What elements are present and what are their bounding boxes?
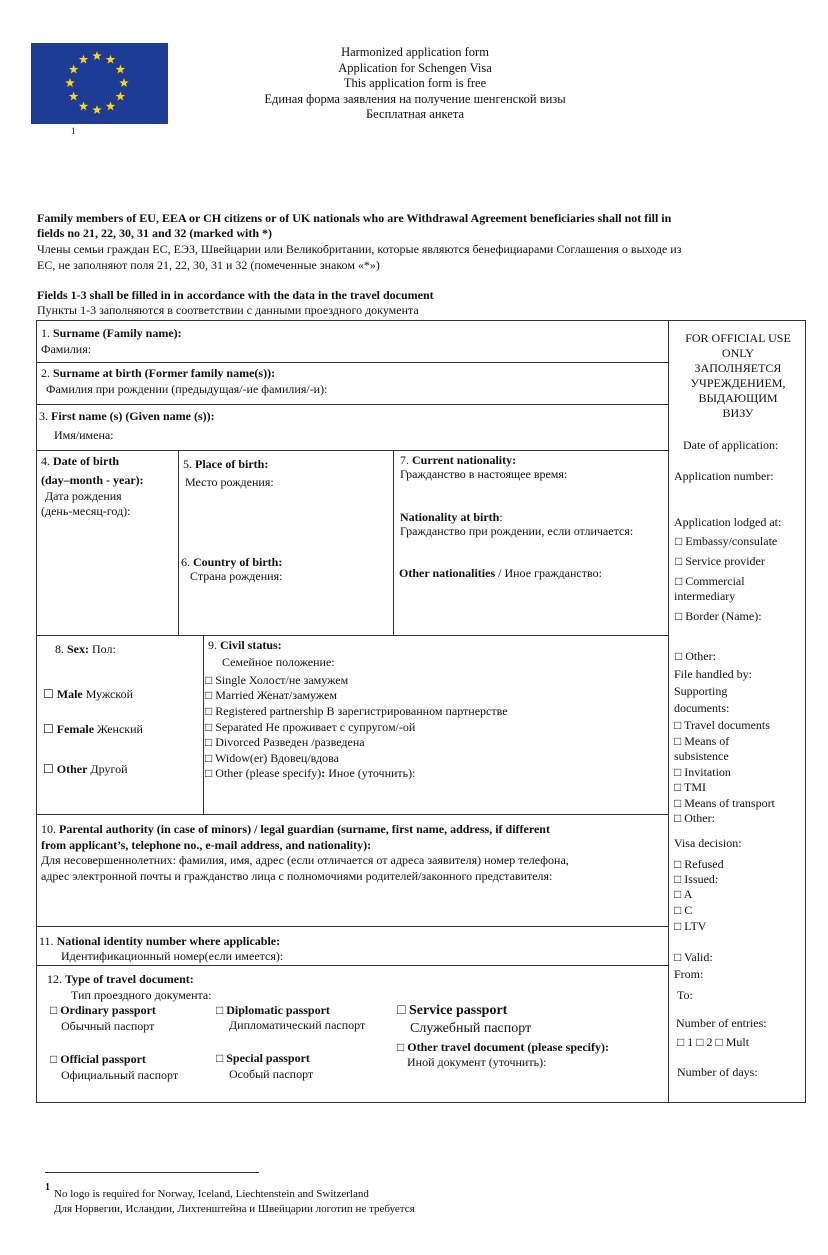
notice-en-line-1: Family members of EU, EEA or CH citizens or of UK nationals who are Withdrawal Agreement beneficiaries shall not fill in [37, 211, 672, 225]
sex-male-box[interactable]: ☐ [43, 687, 54, 701]
field-9-num: 9. [208, 638, 217, 652]
date-of-application-label: Date of application: [683, 438, 779, 452]
field-9-civil-status [203, 635, 669, 815]
valid-from-label: From: [674, 967, 704, 981]
application-number-label: Application number: [674, 469, 774, 483]
official-title-line-6: ВИЗУ [722, 406, 754, 420]
field-12-num: 12. [47, 972, 62, 986]
field-6-label: Country of birth: [193, 555, 283, 569]
special-passport-option[interactable] [216, 1051, 310, 1066]
visa-c-option: □ C [674, 903, 693, 917]
sex-female-ru: Женский [94, 722, 143, 736]
field-8-sex [36, 635, 204, 815]
means-of-transport-option: □ Means of transport [674, 796, 775, 810]
lodged-at-label: Application lodged at: [674, 515, 782, 529]
field-10-label-2: from applicant’s, telephone no., e-mail address, and nationality): [41, 838, 372, 852]
official-passport-option[interactable] [50, 1052, 146, 1067]
service-passport-ru: Служебный паспорт [410, 1021, 532, 1036]
civil-single-option[interactable]: □ Single Холост/не замужем [205, 673, 349, 687]
means-of-subsistence-option: □ Means of [674, 734, 730, 748]
number-of-entries-label: Number of entries: [676, 1016, 767, 1030]
form-header [210, 45, 620, 123]
field-12-label: Type of travel document: [65, 972, 194, 986]
handled-by-label: File handled by: [674, 667, 752, 681]
visa-decision-label: Visa decision: [674, 836, 742, 850]
field-1-surname[interactable] [36, 320, 669, 363]
field-7-label: Current nationality: [412, 453, 517, 467]
field-4-num: 4. [41, 454, 50, 468]
special-passport-box[interactable]: □ [216, 1051, 224, 1065]
diplomatic-passport-box[interactable]: □ [216, 1003, 224, 1017]
diplomatic-passport-ru: Дипломатический паспорт [229, 1018, 366, 1032]
field-8-label: Sex: [67, 642, 89, 656]
civil-separated-option[interactable]: □ Separated Не проживает с супругом/-ой [205, 720, 416, 734]
header-line-2: Application for Schengen Visa [338, 60, 492, 75]
other-nationalities-ru: / Иное гражданство: [495, 566, 602, 580]
notice-ru-line-2: ЕС, не заполняют поля 21, 22, 30, 31 и 32 (помеченные знаком «*») [37, 258, 380, 272]
field-3-num: 3. [39, 409, 48, 423]
field-11-label: National identity number where applicable: [56, 934, 281, 948]
sex-male-checkbox[interactable] [43, 687, 133, 702]
notice-ru-line-1: Члены семьи граждан ЕС, ЕЭЗ, Швейцарии или Великобритании, которые являются бенефициарами Соглашения о выходе из [37, 242, 682, 256]
field-5-num: 5. [183, 457, 192, 471]
field-2-label: Surname at birth (Former family name(s)): [53, 366, 276, 380]
field-4-label: Date of birth [53, 454, 119, 468]
field-4-date-of-birth[interactable] [36, 450, 179, 636]
civil-divorced-option[interactable]: □ Divorced Разведен /разведена [205, 735, 365, 749]
field-12-ru: Тип проездного документа: [71, 988, 212, 1002]
civil-other-option[interactable] [205, 766, 415, 781]
fields-note-en: Fields 1-3 shall be filled in in accordance with the data in the travel document [37, 288, 434, 302]
subsistence-label: subsistence [674, 749, 729, 763]
nationality-at-birth-colon: : [499, 510, 503, 524]
refused-option: □ Refused [674, 857, 724, 871]
field-7-num: 7. [400, 453, 409, 467]
sex-other-checkbox[interactable] [43, 762, 128, 777]
special-passport-ru: Особый паспорт [229, 1067, 314, 1081]
civil-widow-option[interactable]: □ Widow(er) Вдовец/вдова [205, 751, 339, 765]
field-7-nationality[interactable] [393, 450, 669, 636]
field-10-parental-authority[interactable] [36, 814, 669, 927]
notice-en-line-2: fields no 21, 22, 30, 31 and 32 (marked with *) [37, 226, 273, 240]
valid-option: □ Valid: [674, 950, 713, 964]
issued-option: □ Issued: [674, 872, 719, 886]
sex-female-box[interactable]: ☐ [43, 722, 54, 736]
field-11-num: 11. [39, 934, 54, 948]
field-7-ru: Гражданство в настоящее время: [400, 467, 568, 481]
field-3-label: First name (s) (Given name (s)): [51, 409, 215, 423]
service-provider-option: □ Service provider [675, 554, 765, 568]
footnote-en: No logo is required for Norway, Iceland, Liechtenstein and Switzerland [54, 1188, 369, 1200]
civil-registered-partnership-option[interactable]: □ Registered partnership В зарегистрированном партнерстве [205, 704, 508, 718]
special-passport-en: Special passport [226, 1051, 310, 1065]
tmi-option: □ TMI [674, 780, 707, 794]
ordinary-passport-box[interactable]: □ [50, 1003, 58, 1017]
footnote-number: 1 [45, 1182, 50, 1193]
field-6-ru: Страна рождения: [190, 569, 283, 583]
supporting-label-2: documents: [674, 701, 730, 715]
header-line-5: Бесплатная анкета [365, 107, 465, 121]
civil-other-en: □ Other (please specify) [205, 766, 322, 780]
field-10-ru-2: адрес электронной почты и гражданство лица с полномочиями родителей/законного представителя: [41, 869, 553, 883]
eu-flag-logo [31, 43, 168, 124]
other-travel-document-en: Other travel document (please specify): [407, 1040, 609, 1054]
official-use-column [668, 320, 806, 1103]
diplomatic-passport-en: Diplomatic passport [226, 1003, 330, 1017]
sex-male-en: Male [56, 687, 83, 701]
field-9-ru: Семейное положение: [222, 655, 335, 669]
header-line-4: Единая форма заявления на получение шенгенской визы [264, 91, 566, 106]
civil-other-colon: : [321, 766, 326, 780]
other-nationalities-label: Other nationalities [399, 566, 496, 580]
valid-to-label: To: [677, 988, 693, 1002]
footnote-marker: 1 [71, 126, 76, 136]
footnote-separator [45, 1172, 259, 1173]
visa-a-option: □ A [674, 887, 693, 901]
commercial-option: □ Commercial [675, 574, 745, 588]
field-1-ru: Фамилия: [41, 342, 92, 356]
header-line-3: This application form is free [343, 76, 487, 90]
border-option: □ Border (Name): [675, 609, 762, 623]
entries-options: □ 1 □ 2 □ Mult [677, 1035, 750, 1049]
field-11-national-id[interactable] [36, 926, 669, 966]
sex-other-en: Other [56, 762, 88, 776]
official-passport-en: Official passport [60, 1052, 146, 1066]
other-travel-document-option[interactable] [397, 1040, 609, 1055]
footnote-ru: Для Норвегии, Исландии, Лихтенштейна и Швейцарии логотип не требуется [54, 1203, 415, 1215]
field-6-num: 6. [181, 555, 190, 569]
official-title-line-3: ЗАПОЛНЯЕТСЯ [694, 361, 782, 375]
nationality-at-birth-label: Nationality at birth [400, 510, 500, 524]
field-9-label: Civil status: [220, 638, 282, 652]
civil-married-option[interactable]: □ Married Женат/замужем [205, 688, 337, 702]
ordinary-passport-option[interactable] [50, 1003, 156, 1018]
official-passport-box[interactable]: □ [50, 1052, 58, 1066]
other-travel-document-box[interactable]: □ [397, 1040, 405, 1054]
field-4-label-2: (day–month - year): [41, 473, 144, 487]
sex-other-ru: Другой [87, 762, 128, 776]
service-passport-en: Service passport [408, 1003, 508, 1018]
field-1-num: 1. [41, 326, 50, 340]
intermediary-label: intermediary [674, 589, 736, 603]
official-title-line-4: УЧРЕЖДЕНИЕМ, [690, 376, 786, 390]
eu-stars-icon [31, 43, 168, 124]
other-option: □ Other: [675, 649, 716, 663]
field-12-travel-document [36, 965, 669, 1103]
other-travel-document-ru: Иной документ (уточнить): [407, 1055, 547, 1069]
field-2-num: 2. [41, 366, 50, 380]
field-4-ru-1: Дата рождения [45, 489, 122, 503]
ordinary-passport-ru: Обычный паспорт [61, 1019, 155, 1033]
field-5-label: Place of birth: [195, 457, 269, 471]
civil-other-ru: Иное (уточнить): [325, 766, 416, 780]
field-5-6-birth-place[interactable] [178, 450, 394, 636]
sex-female-en: Female [56, 722, 95, 736]
field-2-surname-at-birth[interactable] [36, 362, 669, 405]
field-5-ru: Место рождения: [185, 475, 274, 489]
field-3-ru: Имя/имена: [54, 428, 114, 442]
other-documents-option: □ Other: [674, 811, 715, 825]
service-passport-box[interactable]: □ [397, 1003, 406, 1018]
diplomatic-passport-option[interactable] [216, 1003, 330, 1018]
field-11-ru: Идентификационный номер(если имеется): [61, 949, 284, 963]
visa-ltv-option: □ LTV [674, 919, 707, 933]
field-8-num: 8. [55, 642, 64, 656]
field-4-ru-2: (день-месяц-год): [41, 504, 131, 518]
embassy-option: □ Embassy/consulate [675, 534, 778, 548]
sex-male-ru: Мужской [82, 687, 134, 701]
official-passport-ru: Официальный паспорт [61, 1068, 179, 1082]
field-1-label: Surname (Family name): [53, 326, 182, 340]
number-of-days-label: Number of days: [677, 1065, 758, 1079]
sex-other-box[interactable]: ☐ [43, 762, 54, 776]
official-title-line-2: ONLY [721, 346, 755, 360]
field-10-ru-1: Для несовершеннолетних: фамилия, имя, адрес (если отличается от адреса заявителя) номер телефона, [41, 853, 569, 867]
travel-documents-option: □ Travel documents [674, 718, 770, 732]
ordinary-passport-en: Ordinary passport [60, 1003, 156, 1017]
sex-female-checkbox[interactable] [43, 722, 143, 737]
official-title-line-1: FOR OFFICIAL USE [685, 331, 791, 345]
field-2-ru: Фамилия при рождении (предыдущая/-ие фамилия/-и): [46, 382, 328, 396]
header-line-1: Harmonized application form [341, 45, 489, 59]
fields-note-ru: Пункты 1-3 заполняются в соответствии с данными проездного документа [37, 303, 419, 317]
field-3-first-name[interactable] [36, 404, 669, 451]
field-8-ru: Пол: [89, 642, 116, 656]
service-passport-option[interactable] [397, 1002, 507, 1019]
official-title-line-5: ВЫДАЮЩИМ [698, 391, 778, 405]
field-10-num: 10. [41, 822, 56, 836]
supporting-label-1: Supporting [674, 684, 728, 698]
invitation-option: □ Invitation [674, 765, 731, 779]
field-10-label-1: Parental authority (in case of minors) / legal guardian (surname, first name, address, if different [59, 822, 550, 836]
nationality-at-birth-ru: Гражданство при рождении, если отличается: [400, 524, 634, 538]
official-use-title [669, 331, 807, 421]
